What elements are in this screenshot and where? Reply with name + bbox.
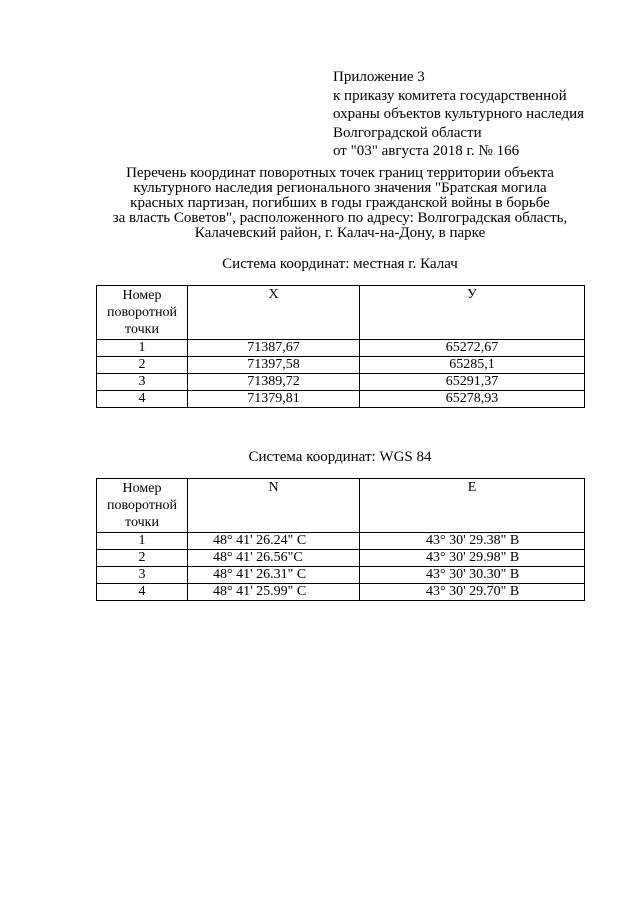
wgs-coordinates-table [96,478,585,601]
title-line: Перечень координат поворотных точек границ территории объекта [126,165,554,181]
title-line: культурного наследия регионального значения "Братская могила [133,180,547,196]
cell-x: 71389,72 [188,374,360,391]
appendix-line: Волгоградской области [333,124,482,141]
header-line: точки [125,322,159,337]
cell-point: 1 [97,533,188,550]
cell-n: 48° 41' 26.31" С [188,567,360,584]
cell-n: 48° 41' 26.56"С [188,550,360,567]
table-row [97,391,585,408]
cell-n: 48° 41' 25.99" С [188,584,360,601]
cell-y: 65285,1 [360,357,585,374]
cell-y: 65278,93 [360,391,585,408]
table-row [97,357,585,374]
cell-point: 2 [97,357,188,374]
document-title [60,166,620,241]
cell-e: 43° 30' 29.98" В [360,550,585,567]
header-line: Номер [122,481,162,496]
appendix-header [333,68,584,161]
header-line: точки [125,515,159,530]
table-header-row [97,286,585,340]
table-row [97,533,585,550]
cell-x: 71387,67 [188,340,360,357]
local-system-caption: Система координат: местная г. Калач [222,256,458,272]
header-x: X [188,286,360,340]
title-line: Калачевский район, г. Калач-на-Дону, в парке [194,225,486,241]
table-row [97,374,585,391]
appendix-line: к приказу комитета государственной [333,87,567,104]
cell-point: 3 [97,567,188,584]
table-row [97,340,585,357]
cell-e: 43° 30' 30.30" В [360,567,585,584]
header-point-number [97,479,188,533]
appendix-line: от "03" августа 2018 г. № 166 [333,143,520,159]
cell-e: 43° 30' 29.70" В [360,584,585,601]
header-e: E [360,479,585,533]
header-line: поворотной [107,305,177,320]
cell-point: 2 [97,550,188,567]
header-n: N [188,479,360,533]
cell-y: 65272,67 [360,340,585,357]
title-line: красных партизан, погибших в годы гражданской войны в борьбе [130,195,550,211]
table-row [97,567,585,584]
header-line: Номер [122,288,162,303]
cell-n: 48° 41' 26.24" С [188,533,360,550]
title-line: за власть Советов", расположенного по адресу: Волгоградская область, [112,210,568,226]
cell-point: 3 [97,374,188,391]
header-y: У [360,286,585,340]
local-coordinates-table [96,285,585,408]
header-point-number [97,286,188,340]
cell-y: 65291,37 [360,374,585,391]
cell-point: 4 [97,584,188,601]
header-line: поворотной [107,498,177,513]
appendix-line: охраны объектов культурного наследия [333,106,585,122]
cell-point: 4 [97,391,188,408]
cell-x: 71379,81 [188,391,360,408]
cell-x: 71397,58 [188,357,360,374]
appendix-line: Приложение 3 [333,69,425,85]
table-header-row [97,479,585,533]
cell-e: 43° 30' 29.38" В [360,533,585,550]
table-row [97,550,585,567]
wgs-system-caption: Система координат: WGS 84 [248,449,432,465]
cell-point: 1 [97,340,188,357]
table-row [97,584,585,601]
